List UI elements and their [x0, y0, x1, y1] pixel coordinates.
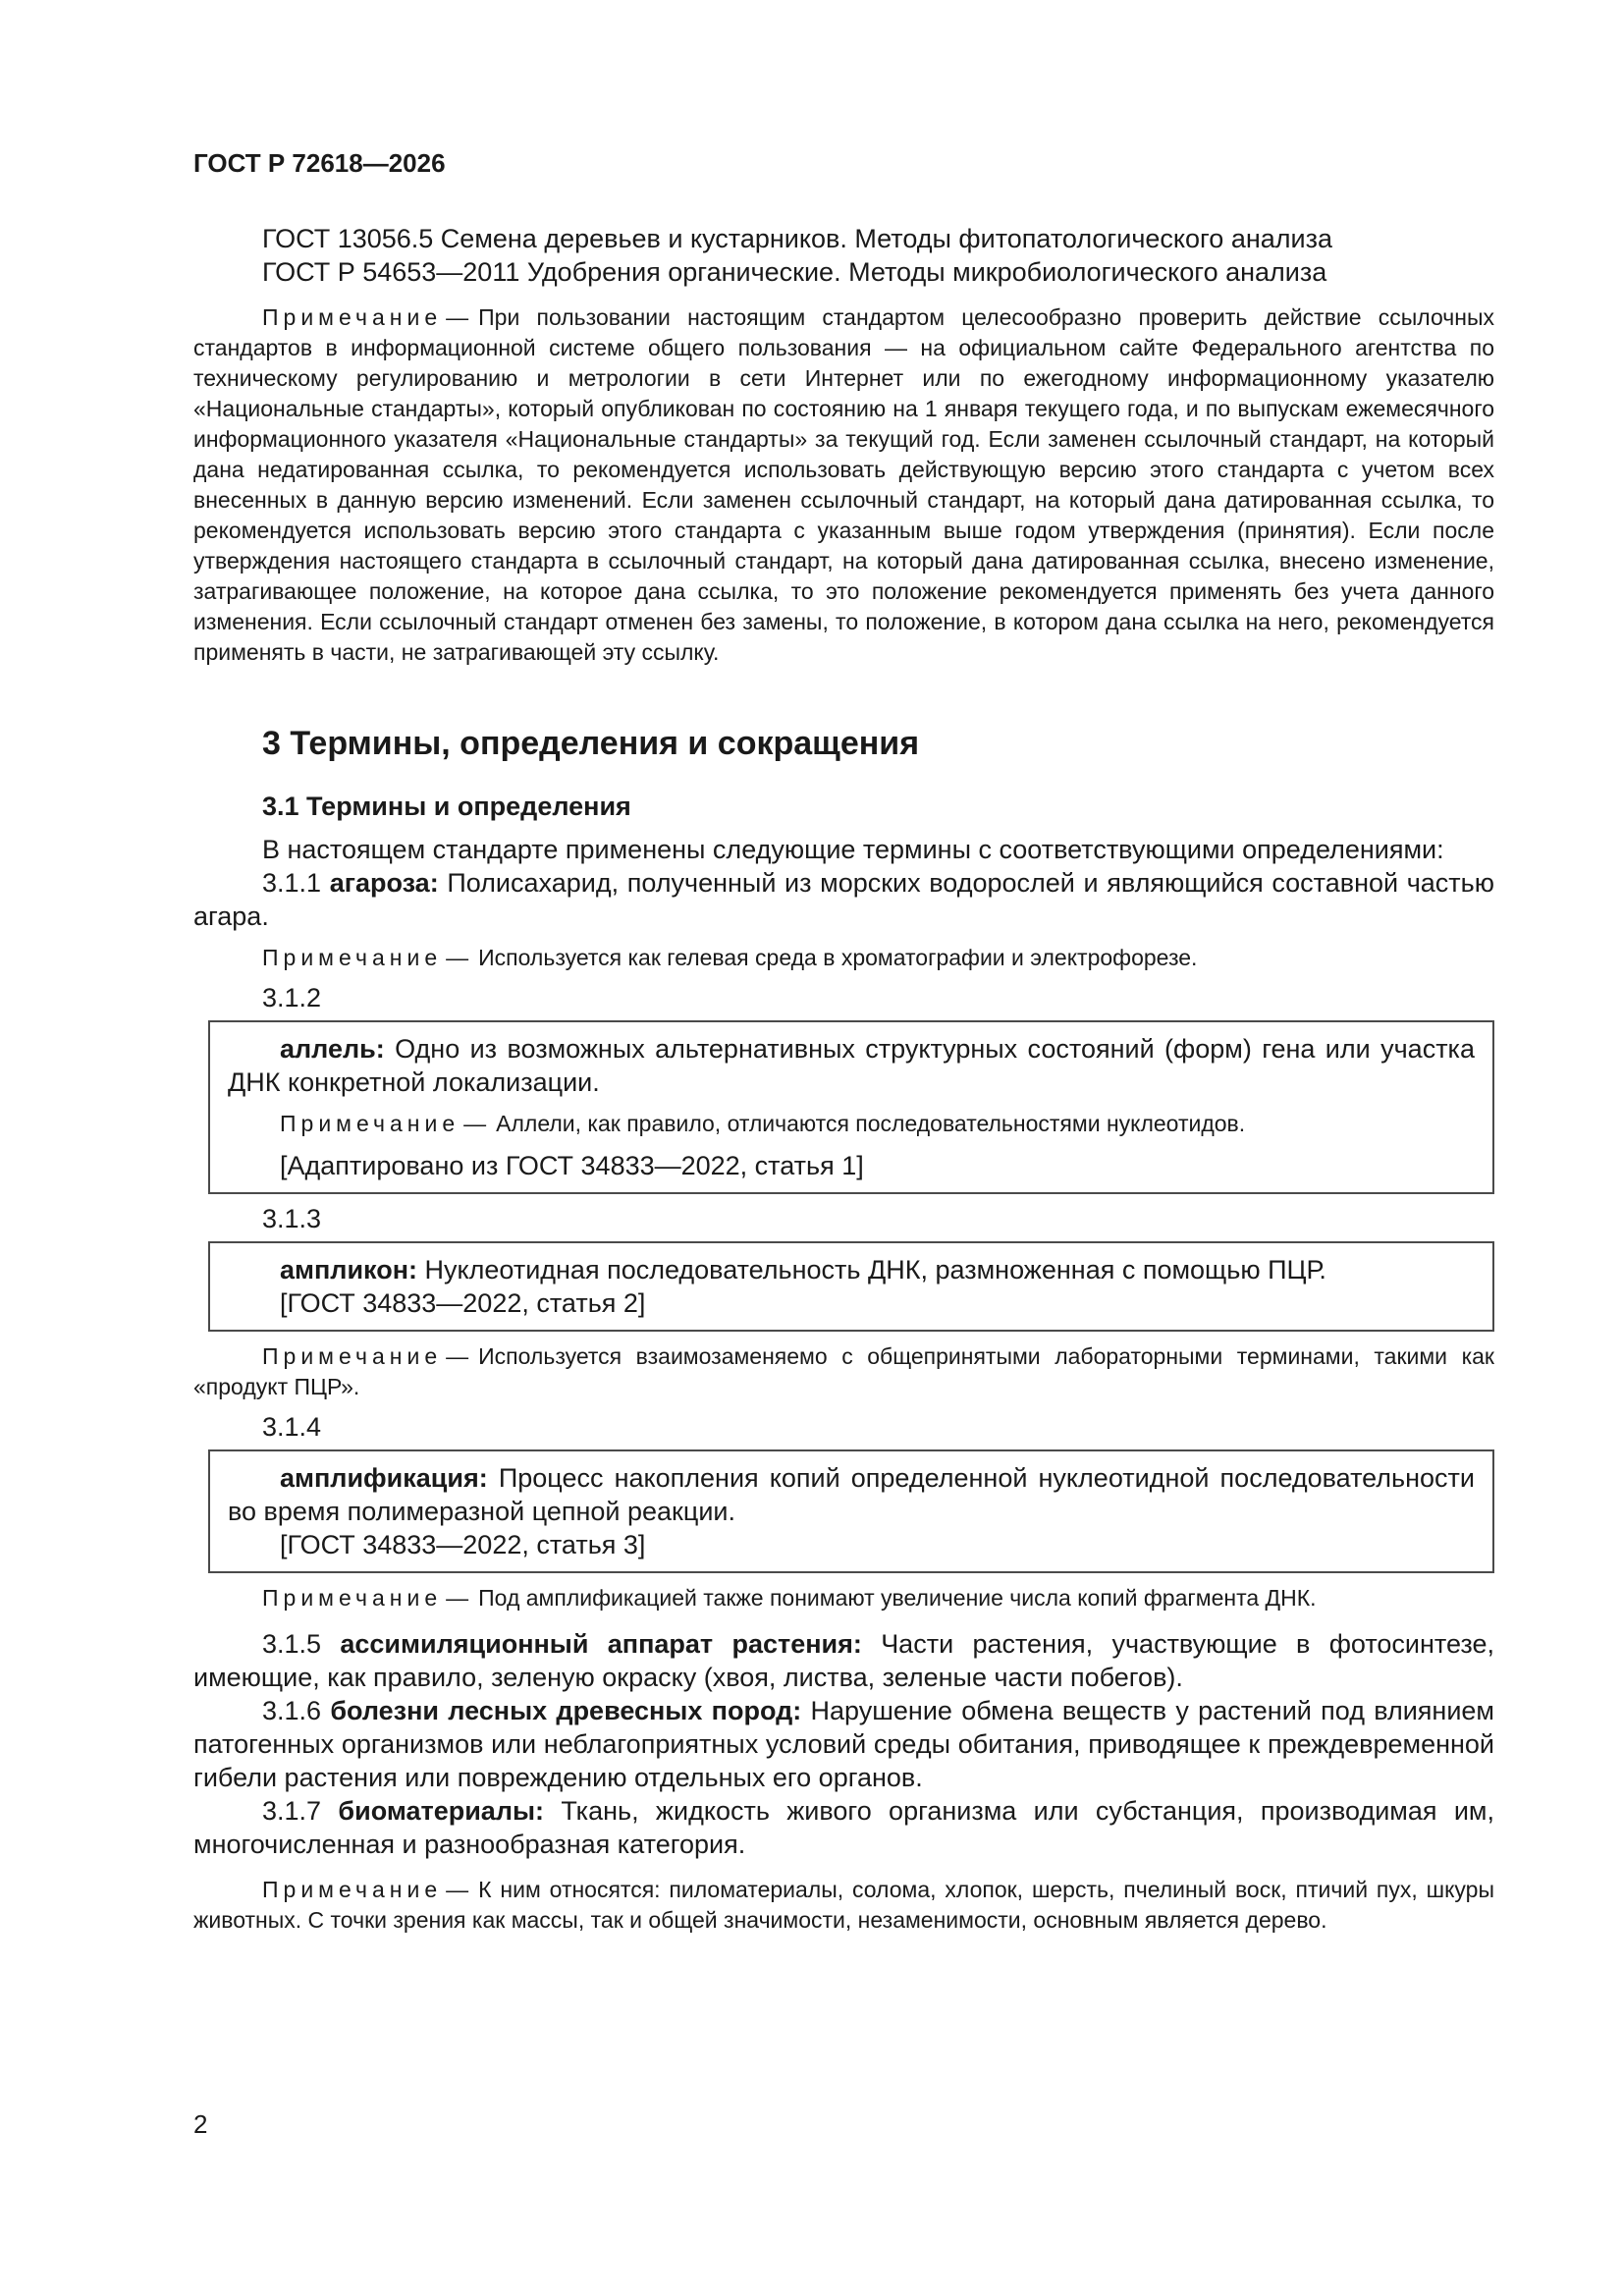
note-text: При пользовании настоящим стандартом целесообразно проверить действие ссылочных стандартов в информационной системе общего пользования — на официальном сайте Федерального агентства по техническому регулированию и метрологии в сети Интернет или по ежегодному информационному указателю «Национальные стандарты», который опубликован по состоянию на 1 января текущего года, и по выпускам ежемесячного информационного указателя «Национальные стандарты» за текущий год. Если заменен ссылочный стандарт, на который дана недатированная ссылка, то рекомендуется использовать действующую версию этого стандарта с учетом всех внесенных в данную версию изменений. Если заменен ссылочный стандарт, на который дана датированная ссылка, то рекомендуется использовать версию этого стандарта с указанным выше годом утверждения (принятия). Если после утверждения настоящего стандарта в ссылочный стандарт, на который дана датированная ссылка, внесено изменение, затрагивающее положение, на которое дана ссылка, то это положение рекомендуется применять без учета данного изменения. Если ссылочный стандарт отменен без замены, то положение, в котором дана ссылка на него, рекомендуется применять в части, не затрагивающей эту ссылку.	[193, 304, 1494, 665]
term-name: агароза:	[329, 868, 439, 898]
term-definition: Ткань, жидкость живого организма или субстанция, производимая им, многочисленная и разнообразная категория.	[193, 1796, 1494, 1859]
term-3-1-6	[193, 1694, 1494, 1794]
subsection-3-1-heading: 3.1 Термины и определения	[262, 792, 631, 821]
term-3-1-1	[193, 866, 1494, 933]
note-label: Примечание	[262, 1343, 443, 1369]
term-definition: Нуклеотидная последовательность ДНК, размноженная с помощью ПЦР.	[424, 1255, 1326, 1285]
reference-line-2: ГОСТ Р 54653—2011 Удобрения органические. Методы микробиологического анализа	[262, 257, 1327, 287]
term-box-3-1-3	[208, 1241, 1494, 1332]
note-label: Примечание	[262, 304, 443, 330]
note-label: Примечание	[262, 1585, 443, 1611]
term-number-3-1-3: 3.1.3	[262, 1204, 322, 1233]
term-3-1-7	[193, 1794, 1494, 1861]
term-box-3-1-2	[208, 1020, 1494, 1194]
note-dash: —	[446, 1877, 469, 1902]
terms-intro: В настоящем стандарте применены следующие термины с соответствующими определениями:	[262, 835, 1444, 864]
note-3-1-1	[193, 943, 1494, 973]
note-text: Используется как гелевая среда в хроматографии и электрофорезе.	[478, 945, 1198, 970]
page-content	[193, 222, 1494, 1936]
term-name: биоматериалы:	[338, 1796, 545, 1826]
term-name: ассимиляционный аппарат растения:	[340, 1629, 862, 1659]
note-label: Примечание	[280, 1111, 460, 1136]
note-dash: —	[446, 945, 469, 970]
term-name: амплификация:	[280, 1463, 488, 1493]
note-3-1-2	[228, 1109, 1475, 1139]
term-name: аллель:	[280, 1034, 385, 1064]
note-dash: —	[446, 1585, 469, 1611]
term-3-1-2	[228, 1032, 1475, 1099]
note-text: Под амплификацией также понимают увеличение числа копий фрагмента ДНК.	[478, 1585, 1317, 1611]
note-text: Аллели, как правило, отличаются последовательностями нуклеотидов.	[496, 1111, 1246, 1136]
note-text: Используется взаимозаменяемо с общепринятыми лабораторными терминами, такими как «продукт ПЦР».	[193, 1343, 1494, 1399]
page-number: 2	[193, 2109, 208, 2139]
section-3-heading: 3 Термины, определения и сокращения	[262, 725, 920, 762]
note-references	[193, 302, 1494, 668]
note-3-1-3	[193, 1341, 1494, 1402]
term-3-1-4	[228, 1461, 1475, 1528]
note-3-1-4	[193, 1583, 1494, 1613]
note-dash: —	[446, 304, 469, 330]
term-source: [Адаптировано из ГОСТ 34833—2022, статья 1]	[280, 1151, 864, 1180]
reference-line-1: ГОСТ 13056.5 Семена деревьев и кустарников. Методы фитопатологического анализа	[262, 224, 1332, 253]
term-definition: Части растения, участвующие в фотосинтезе, имеющие, как правило, зеленую окраску (хвоя, листва, зеленые части побегов).	[193, 1629, 1494, 1692]
term-name: ампликон:	[280, 1255, 417, 1285]
note-text: К ним относятся: пиломатериалы, солома, хлопок, шерсть, пчелиный воск, птичий пух, шкуры животных. С точки зрения как массы, так и общей значимости, незаменимости, основным является дерево.	[193, 1877, 1494, 1933]
term-box-3-1-4	[208, 1449, 1494, 1573]
document-code-header: ГОСТ Р 72618—2026	[193, 148, 446, 178]
term-definition: Полисахарид, полученный из морских водорослей и являющийся составной частью агара.	[193, 868, 1494, 931]
note-dash: —	[446, 1343, 469, 1369]
note-3-1-7	[193, 1875, 1494, 1936]
term-3-1-5	[193, 1627, 1494, 1694]
term-number-3-1-2: 3.1.2	[262, 983, 322, 1012]
term-number: 3.1.7	[262, 1796, 322, 1826]
term-3-1-3	[228, 1253, 1475, 1286]
term-number: 3.1.6	[262, 1696, 322, 1725]
note-label: Примечание	[262, 945, 443, 970]
term-number: 3.1.5	[262, 1629, 322, 1659]
term-definition: Процесс накопления копий определенной нуклеотидной последовательности во время полимеразной цепной реакции.	[228, 1463, 1475, 1526]
term-number: 3.1.1	[262, 868, 322, 898]
note-dash: —	[463, 1111, 487, 1136]
term-number-3-1-4: 3.1.4	[262, 1412, 322, 1442]
term-name: болезни лесных древесных пород:	[330, 1696, 802, 1725]
note-label: Примечание	[262, 1877, 443, 1902]
term-definition: Нарушение обмена веществ у растений под влиянием патогенных организмов или неблагоприятных условий среды обитания, приводящее к преждевременной гибели растения или повреждению отдельных его органов.	[193, 1696, 1494, 1792]
term-definition: Одно из возможных альтернативных структурных состояний (форм) гена или участка ДНК конкретной локализации.	[228, 1034, 1475, 1097]
term-source: [ГОСТ 34833—2022, статья 3]	[280, 1530, 646, 1559]
term-source: [ГОСТ 34833—2022, статья 2]	[280, 1288, 646, 1318]
